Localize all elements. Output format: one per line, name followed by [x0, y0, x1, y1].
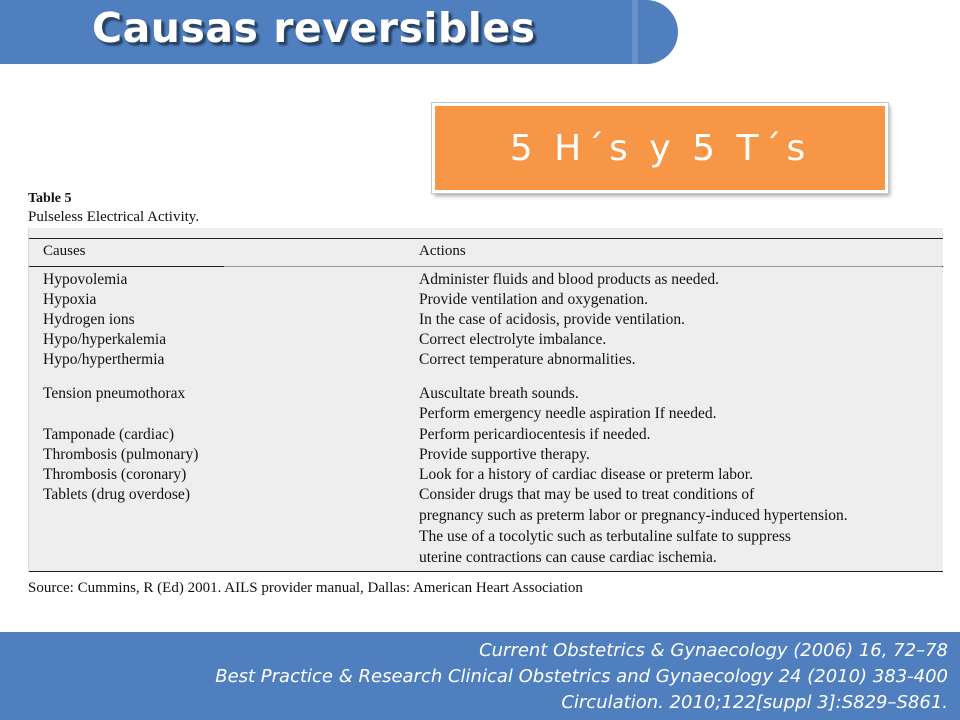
- cause-cell: Tamponade (cardiac): [43, 426, 175, 443]
- action-cell: Auscultate breath sounds.: [419, 385, 579, 402]
- cause-cell: Tension pneumothorax: [43, 385, 186, 402]
- action-cell: uterine contractions can cause cardiac ischemia.: [419, 549, 717, 566]
- cause-cell: Hypo/hyperkalemia: [43, 331, 167, 348]
- table-caption: Pulseless Electrical Activity.: [28, 209, 200, 225]
- pea-table: [28, 228, 943, 572]
- action-cell: The use of a tocolytic such as terbutaline sulfate to suppress: [419, 528, 791, 545]
- title-banner: [0, 0, 678, 64]
- cause-cell: Tablets (drug overdose): [43, 486, 190, 503]
- table-bottom-rule: [29, 571, 943, 572]
- reference-line: Circulation. 2010;122[suppl 3]:S829–S861.: [561, 692, 948, 713]
- action-cell: Correct temperature abnormalities.: [419, 351, 636, 368]
- action-cell: pregnancy such as preterm labor or pregnancy-induced hypertension.: [419, 507, 848, 524]
- hs-ts-badge: [432, 103, 888, 193]
- action-cell: Provide supportive therapy.: [419, 446, 590, 463]
- reference-line: Best Practice & Research Clinical Obstetrics and Gynaecology 24 (2010) 383-400: [215, 666, 948, 687]
- action-cell: Look for a history of cardiac disease or preterm labor.: [419, 466, 753, 483]
- action-cell: Administer fluids and blood products as needed.: [419, 271, 720, 288]
- table-header-divider: [224, 266, 942, 267]
- cause-cell: Hypovolemia: [43, 271, 128, 288]
- cause-cell: Hypo/hyperthermia: [43, 351, 165, 368]
- table-number: Table 5: [28, 191, 72, 206]
- cause-cell: Thrombosis (pulmonary): [43, 446, 199, 463]
- action-cell: In the case of acidosis, provide ventilation.: [419, 311, 686, 328]
- table-label: [28, 190, 199, 226]
- action-cell: Provide ventilation and oxygenation.: [419, 291, 649, 308]
- reference-line: Current Obstetrics & Gynaecology (2006) 16, 72–78: [479, 640, 948, 661]
- cause-cell: Thrombosis (coronary): [43, 466, 187, 483]
- action-cell: Correct electrolyte imbalance.: [419, 331, 607, 348]
- header-actions: Actions: [419, 243, 466, 259]
- references-footer: [0, 632, 960, 720]
- header-causes: Causes: [43, 243, 86, 259]
- action-cell: Perform emergency needle aspiration If needed.: [419, 405, 717, 422]
- action-cell: Perform pericardiocentesis if needed.: [419, 426, 651, 443]
- table-top-rule: [29, 238, 943, 239]
- slide-title: Causas reversibles: [92, 4, 536, 52]
- cause-cell: Hydrogen ions: [43, 311, 135, 328]
- cause-cell: Hypoxia: [43, 291, 97, 308]
- table-source: Source: Cummins, R (Ed) 2001. AILS provider manual, Dallas: American Heart Association: [28, 580, 583, 596]
- action-cell: Consider drugs that may be used to treat conditions of: [419, 486, 755, 503]
- title-banner-ridge: [632, 0, 638, 64]
- badge-label: 5 H´s y 5 T´s: [509, 127, 811, 169]
